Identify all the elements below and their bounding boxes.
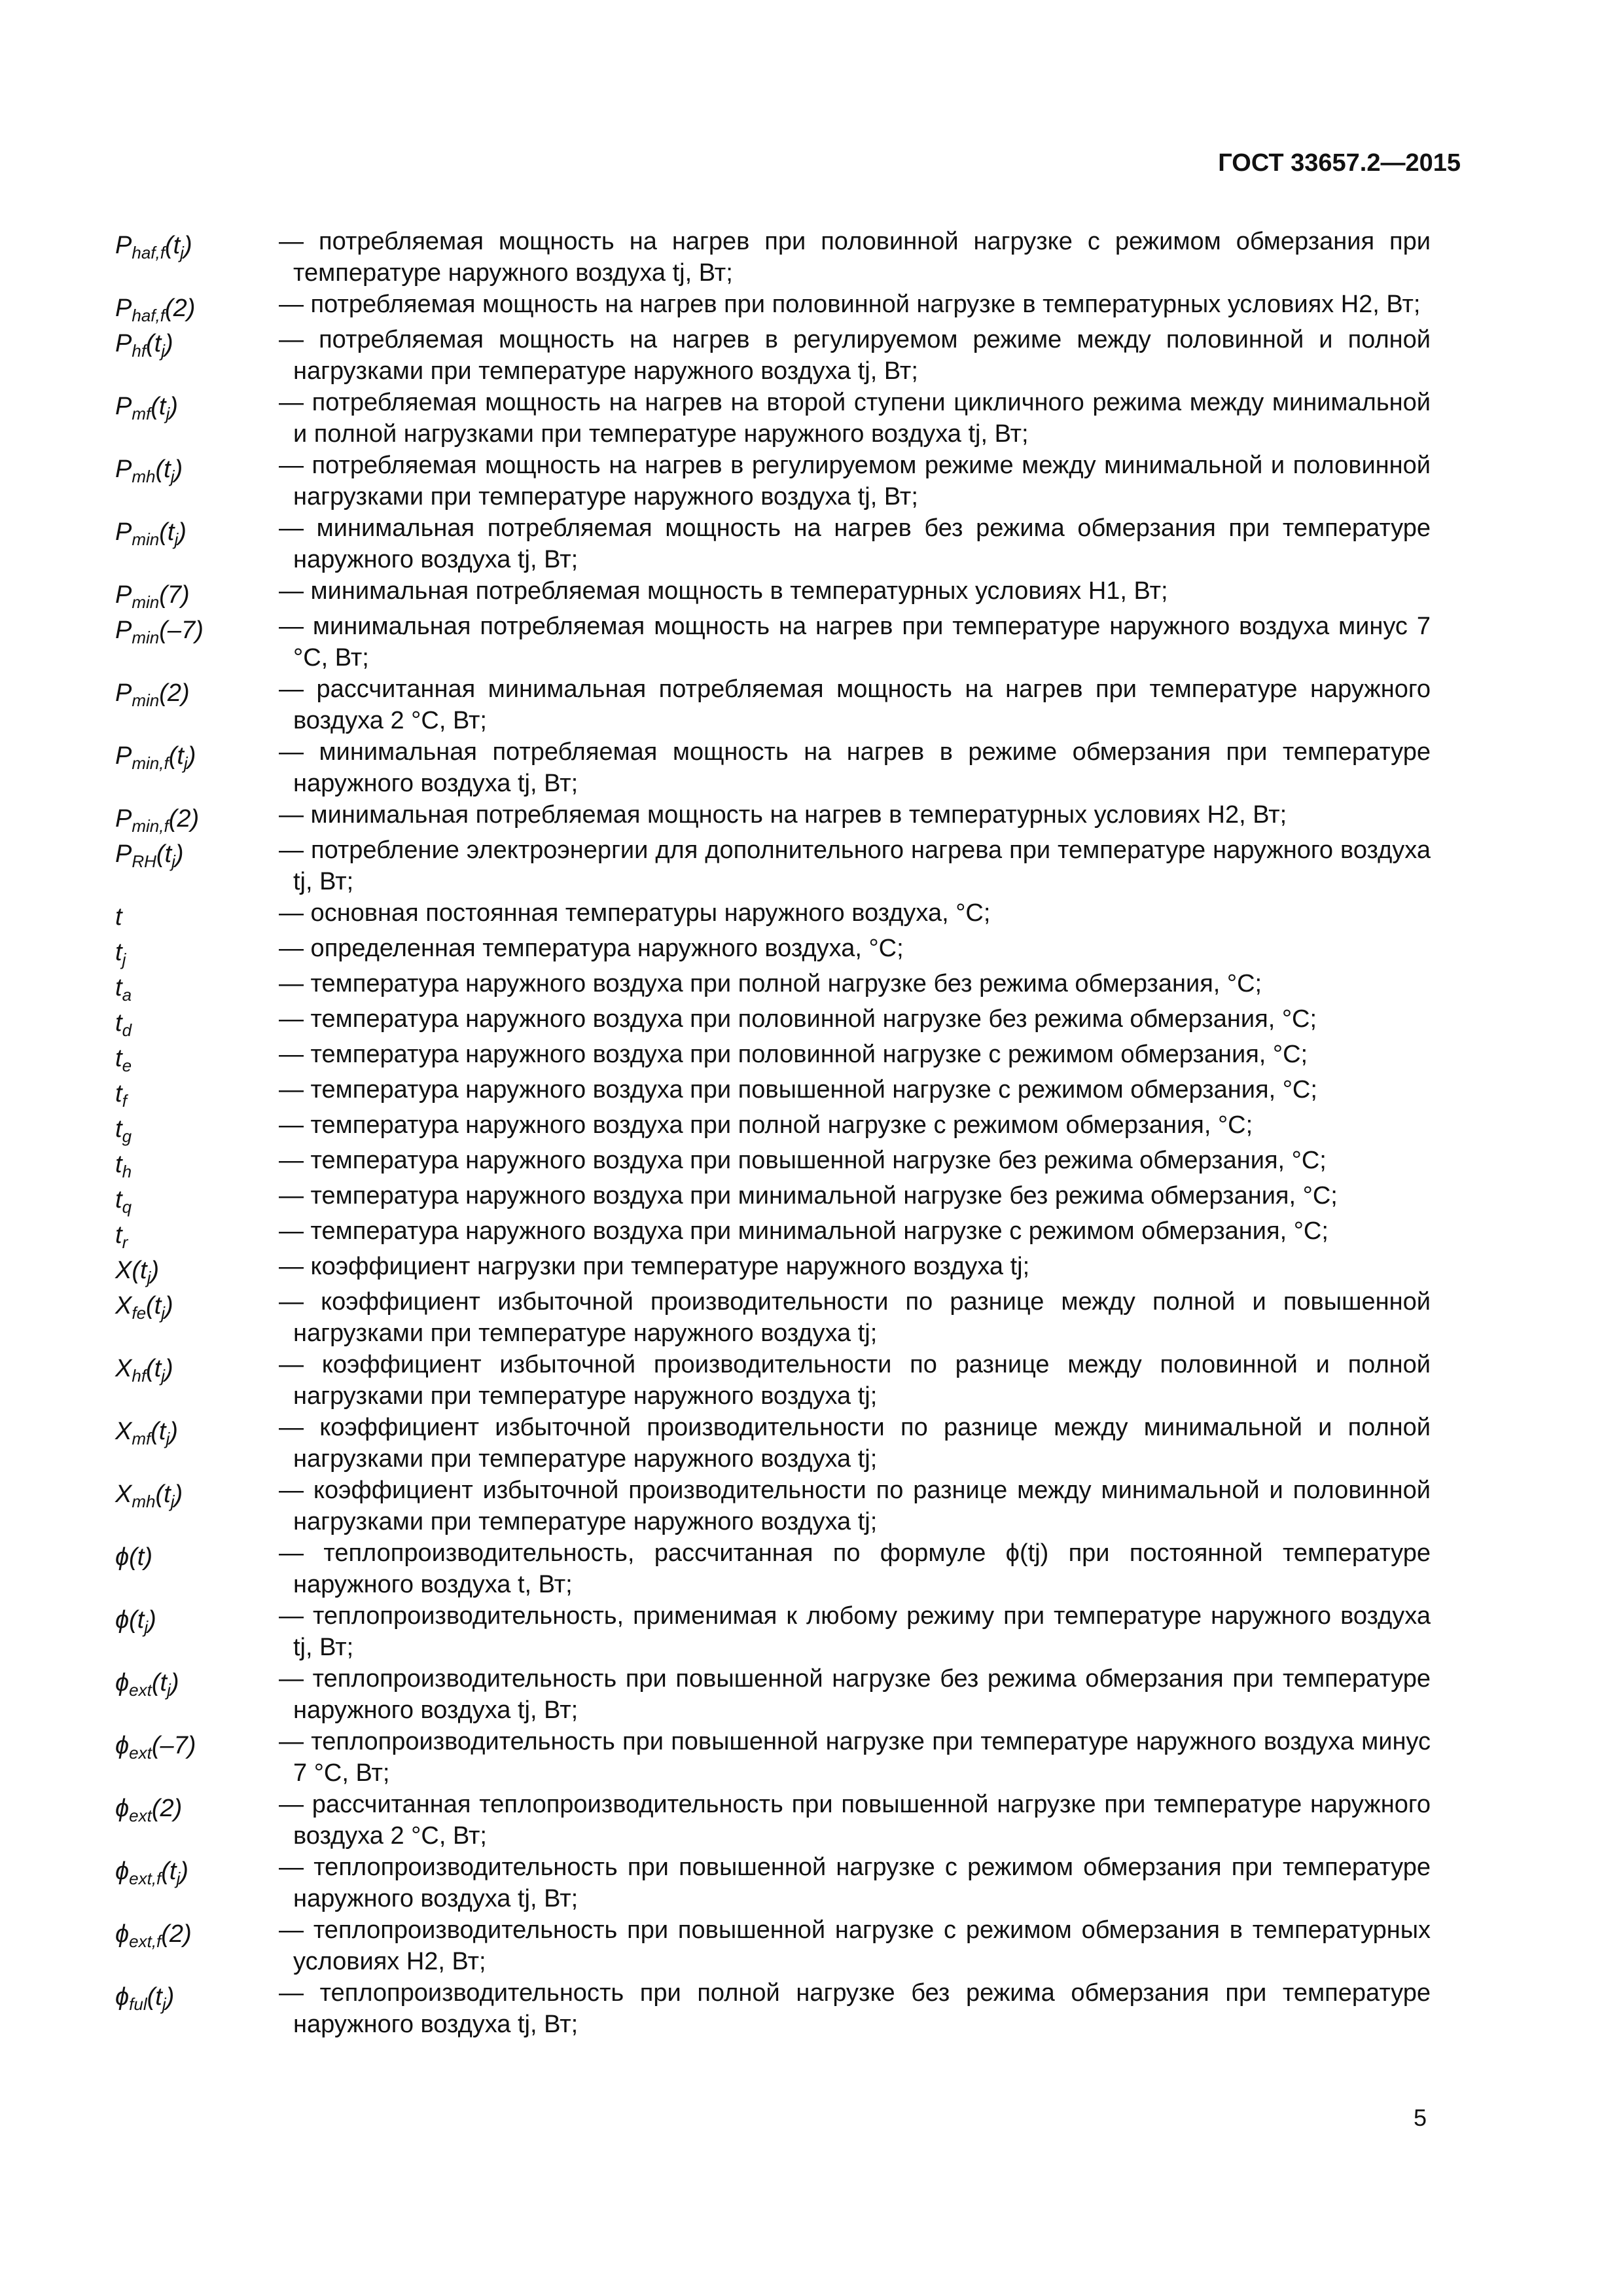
definition-entry bbox=[115, 1215, 1431, 1251]
symbol-base: ϕ bbox=[115, 1669, 130, 1696]
symbol-argument: (2) bbox=[159, 679, 190, 707]
definition-text: — температура наружного воздуха при минимальной нагрузке с режимом обмерзания, °С; bbox=[279, 1217, 1329, 1245]
definition-entry bbox=[115, 1537, 1431, 1600]
symbol-subscript: min bbox=[132, 691, 160, 710]
argument-subscript: j bbox=[144, 1617, 149, 1637]
definition-text: — минимальная потребляемая мощность на нагрев без режима обмерзания при температуре наружного воздуха tj, Вт; bbox=[279, 514, 1431, 573]
definition-text: — коэффициент избыточной производительности по разнице между минимальной и половинной нагрузками при температуре наружного воздуха tj; bbox=[279, 1477, 1431, 1535]
argument-close: ) bbox=[174, 1480, 183, 1508]
symbol-argument: (t bbox=[168, 742, 184, 770]
symbol-subscript: q bbox=[122, 1197, 132, 1217]
symbol-argument: (t bbox=[159, 518, 175, 546]
symbol-base: ϕ bbox=[115, 1983, 130, 2011]
symbol-argument: (t bbox=[129, 1606, 145, 1634]
symbol-base: P bbox=[115, 518, 132, 546]
symbol bbox=[115, 226, 279, 261]
symbol-base: P bbox=[115, 840, 132, 868]
definition-entry bbox=[115, 1145, 1431, 1180]
symbol-base: P bbox=[115, 456, 132, 483]
symbol-base: t bbox=[115, 1045, 122, 1072]
symbol-argument: (2) bbox=[168, 805, 200, 833]
argument-subscript: j bbox=[174, 529, 179, 549]
argument-close: ) bbox=[180, 1857, 188, 1885]
argument-subscript: j bbox=[166, 404, 170, 423]
argument-close: ) bbox=[187, 742, 196, 770]
symbol-subscript: hf bbox=[132, 1366, 147, 1386]
symbol-base: P bbox=[115, 617, 132, 644]
argument-close: ) bbox=[169, 393, 178, 420]
symbol bbox=[115, 1537, 279, 1573]
argument-subscript: j bbox=[147, 1268, 151, 1287]
argument-close: ) bbox=[165, 1355, 173, 1382]
symbol-base: t bbox=[115, 1186, 122, 1213]
symbol-definitions-list bbox=[115, 226, 1431, 2040]
symbol-base: P bbox=[115, 393, 132, 420]
definition-entry bbox=[115, 1039, 1431, 1074]
argument-subscript: j bbox=[166, 1429, 170, 1448]
definition-text: — теплопроизводительность при повышенной нагрузке с режимом обмерзания в температурных условиях H2, Вт; bbox=[279, 1916, 1431, 1975]
argument-close: ) bbox=[169, 1418, 178, 1445]
symbol-subscript: min bbox=[132, 592, 160, 612]
definition-text: — потребляемая мощность на нагрев на второй ступени цикличного режима между минимальной и полной нагрузками при температуре наружного воздуха tj, Вт; bbox=[279, 389, 1431, 448]
symbol-argument: (–7) bbox=[159, 617, 204, 644]
argument-close: ) bbox=[174, 456, 183, 483]
symbol-base: X bbox=[115, 1480, 132, 1508]
symbol-argument: (2) bbox=[151, 1795, 183, 1822]
definition-text: — температура наружного воздуха при повышенной нагрузке без режима обмерзания, °С; bbox=[279, 1147, 1327, 1174]
symbol-subscript: d bbox=[122, 1020, 132, 1040]
definition-text: — потребляемая мощность на нагрев при половинной нагрузке с режимом обмерзания при температуре наружного воздуха tj, Вт; bbox=[279, 228, 1431, 287]
symbol bbox=[115, 968, 279, 1003]
definition-text: — рассчитанная теплопроизводительность при повышенной нагрузке при температуре наружного воздуха 2 °С, Вт; bbox=[279, 1791, 1431, 1850]
definition-text: — минимальная потребляемая мощность в температурных условиях H1, Вт; bbox=[279, 577, 1168, 605]
symbol bbox=[115, 1726, 279, 1761]
symbol-subscript: j bbox=[122, 950, 126, 969]
symbol-argument: (t bbox=[132, 1257, 147, 1284]
definition-text: — минимальная потребляемая мощность на нагрев в режиме обмерзания при температуре наружного воздуха tj, Вт; bbox=[279, 738, 1431, 797]
definition-entry bbox=[115, 1600, 1431, 1663]
definition-entry bbox=[115, 512, 1431, 575]
definition-entry bbox=[115, 1977, 1431, 2040]
definition-text: — рассчитанная минимальная потребляемая мощность на нагрев при температуре наружного воздуха 2 °С, Вт; bbox=[279, 675, 1431, 734]
argument-subscript: j bbox=[183, 753, 188, 773]
symbol-subscript: r bbox=[122, 1232, 128, 1252]
definition-entry bbox=[115, 1286, 1431, 1349]
definition-entry bbox=[115, 1003, 1431, 1039]
definition-text: — теплопроизводительность при полной нагрузке без режима обмерзания при температуре наружного воздуха tj, Вт; bbox=[279, 1979, 1431, 2038]
symbol bbox=[115, 933, 279, 968]
symbol bbox=[115, 1475, 279, 1510]
symbol bbox=[115, 1180, 279, 1215]
symbol-argument: (t bbox=[147, 1983, 162, 2011]
argument-subscript: j bbox=[161, 341, 166, 361]
symbol-base: P bbox=[115, 679, 132, 707]
symbol-subscript: mf bbox=[132, 1429, 151, 1448]
symbol-subscript: a bbox=[122, 985, 132, 1005]
symbol bbox=[115, 289, 279, 324]
symbol-base: t bbox=[115, 1080, 122, 1107]
definition-text: — температура наружного воздуха при половинной нагрузке без режима обмерзания, °С; bbox=[279, 1005, 1317, 1033]
argument-subscript: j bbox=[176, 1869, 181, 1888]
symbol bbox=[115, 1109, 279, 1145]
argument-subscript: j bbox=[170, 1492, 175, 1511]
argument-subscript: j bbox=[171, 852, 175, 871]
argument-close: ) bbox=[151, 1257, 160, 1284]
definition-text: — теплопроизводительность при повышенной нагрузке при температуре наружного воздуха минус 7 °С, Вт; bbox=[279, 1728, 1431, 1787]
symbol-subscript: min,f bbox=[132, 816, 169, 836]
symbol-base: ϕ bbox=[115, 1732, 130, 1759]
definition-text: — теплопроизводительность при повышенной нагрузке с режимом обмерзания при температуре наружного воздуха tj, Вт; bbox=[279, 1854, 1431, 1912]
symbol-argument: (2) bbox=[164, 295, 196, 322]
symbol-base: X bbox=[115, 1292, 132, 1319]
symbol bbox=[115, 1914, 279, 1950]
symbol-subscript: ext bbox=[129, 1743, 152, 1763]
symbol-argument: (t bbox=[151, 1418, 166, 1445]
symbol-base: t bbox=[115, 939, 122, 966]
symbol-subscript: fe bbox=[132, 1303, 147, 1323]
symbol bbox=[115, 1852, 279, 1887]
definition-entry bbox=[115, 1914, 1431, 1977]
definition-entry bbox=[115, 575, 1431, 611]
argument-close: ) bbox=[170, 1669, 179, 1696]
symbol-base: P bbox=[115, 581, 132, 609]
symbol bbox=[115, 387, 279, 422]
symbol bbox=[115, 1349, 279, 1384]
definition-text: — теплопроизводительность при повышенной нагрузке без режима обмерзания при температуре наружного воздуха tj, Вт; bbox=[279, 1665, 1431, 1724]
definition-entry bbox=[115, 387, 1431, 450]
symbol-argument: (t bbox=[155, 456, 171, 483]
definition-text: — потребляемая мощность на нагрев в регулируемом режиме между половинной и полной нагрузками при температуре наружного воздуха tj, Вт; bbox=[279, 326, 1431, 385]
symbol-subscript: min bbox=[132, 529, 160, 549]
symbol-base: X bbox=[115, 1418, 132, 1445]
symbol-base: t bbox=[115, 974, 122, 1001]
argument-close: ) bbox=[175, 840, 184, 868]
definition-text: — потребляемая мощность на нагрев в регулируемом режиме между минимальной и половинной нагрузками при температуре наружного воздуха tj, Вт; bbox=[279, 452, 1431, 511]
symbol bbox=[115, 1074, 279, 1109]
symbol bbox=[115, 1412, 279, 1447]
symbol bbox=[115, 1039, 279, 1074]
argument-close: ) bbox=[165, 330, 173, 357]
symbol-subscript: ext,f bbox=[129, 1869, 162, 1888]
symbol-base: t bbox=[115, 1151, 122, 1178]
symbol-base: X bbox=[115, 1355, 132, 1382]
symbol bbox=[115, 324, 279, 359]
symbol bbox=[115, 834, 279, 870]
definition-entry bbox=[115, 1663, 1431, 1726]
symbol-base: P bbox=[115, 232, 132, 259]
symbol-base: P bbox=[115, 805, 132, 833]
definition-entry bbox=[115, 1109, 1431, 1145]
symbol-subscript: min bbox=[132, 628, 160, 647]
symbol-subscript: ext bbox=[129, 1806, 152, 1825]
argument-subscript: j bbox=[162, 1994, 166, 2014]
definition-entry bbox=[115, 1349, 1431, 1412]
symbol-base: ϕ bbox=[115, 1857, 130, 1885]
definition-text: — коэффициент избыточной производительности по разнице между минимальной и полной нагрузками при температуре наружного воздуха tj; bbox=[279, 1414, 1431, 1473]
symbol-argument: (t bbox=[146, 1355, 162, 1382]
symbol-argument: (t bbox=[156, 840, 172, 868]
symbol bbox=[115, 611, 279, 646]
definition-entry bbox=[115, 736, 1431, 799]
document-id: ГОСТ 33657.2—2015 bbox=[1218, 149, 1461, 177]
symbol bbox=[115, 512, 279, 548]
symbol-subscript: haf,f bbox=[132, 306, 165, 325]
argument-subscript: j bbox=[161, 1303, 166, 1323]
symbol bbox=[115, 1663, 279, 1698]
symbol-subscript: hf bbox=[132, 341, 147, 361]
definition-text: — коэффициент избыточной производительности по разнице между полной и повышенной нагрузками при температуре наружного воздуха tj; bbox=[279, 1288, 1431, 1347]
definition-text: — минимальная потребляемая мощность на нагрев при температуре наружного воздуха минус 7 °С, Вт; bbox=[279, 613, 1431, 672]
symbol-base: ϕ bbox=[115, 1543, 130, 1571]
argument-close: ) bbox=[165, 1292, 173, 1319]
definition-entry bbox=[115, 673, 1431, 736]
symbol-subscript: h bbox=[122, 1162, 132, 1181]
definition-entry bbox=[115, 1475, 1431, 1537]
definition-entry bbox=[115, 1074, 1431, 1109]
argument-close: ) bbox=[183, 232, 192, 259]
symbol bbox=[115, 673, 279, 709]
definition-entry bbox=[115, 1412, 1431, 1475]
definition-text: — температура наружного воздуха при повышенной нагрузке с режимом обмерзания, °С; bbox=[279, 1076, 1317, 1103]
symbol-subscript: min,f bbox=[132, 753, 169, 773]
definition-entry bbox=[115, 933, 1431, 968]
definition-text: — основная постоянная температуры наружного воздуха, °С; bbox=[279, 899, 991, 927]
definition-text: — теплопроизводительность, рассчитанная по формуле ϕ(tj) при постоянной температуре наружного воздуха t, Вт; bbox=[279, 1539, 1431, 1598]
symbol-argument: (t bbox=[146, 1292, 162, 1319]
definition-text: — температура наружного воздуха при полной нагрузке с режимом обмерзания, °С; bbox=[279, 1111, 1253, 1139]
definition-entry bbox=[115, 289, 1431, 324]
symbol-subscript: ext,f bbox=[129, 1931, 162, 1951]
symbol bbox=[115, 1977, 279, 2013]
symbol-argument: (7) bbox=[159, 581, 190, 609]
symbol-base: ϕ bbox=[115, 1795, 130, 1822]
symbol-argument: (t bbox=[151, 1669, 168, 1696]
definition-text: — температура наружного воздуха при полной нагрузке без режима обмерзания, °С; bbox=[279, 970, 1262, 997]
argument-subscript: j bbox=[167, 1680, 171, 1700]
symbol bbox=[115, 1789, 279, 1824]
symbol-argument: (t bbox=[155, 1480, 171, 1508]
definition-entry bbox=[115, 1180, 1431, 1215]
symbol-subscript: haf,f bbox=[132, 243, 165, 262]
definition-entry bbox=[115, 1251, 1431, 1286]
symbol bbox=[115, 799, 279, 834]
definition-text: — потребление электроэнергии для дополнительного нагрева при температуре наружного воздуха tj, Вт; bbox=[279, 836, 1431, 895]
argument-subscript: j bbox=[161, 1366, 166, 1386]
definition-entry bbox=[115, 226, 1431, 289]
symbol-base: t bbox=[115, 1115, 122, 1143]
symbol-subscript: RH bbox=[132, 852, 156, 871]
symbol bbox=[115, 1286, 279, 1321]
symbol-base: t bbox=[115, 1221, 122, 1249]
symbol-base: X bbox=[115, 1257, 132, 1284]
definition-text: — температура наружного воздуха при половинной нагрузке с режимом обмерзания, °С; bbox=[279, 1041, 1308, 1068]
argument-subscript: j bbox=[170, 467, 175, 486]
definition-entry bbox=[115, 968, 1431, 1003]
definition-entry bbox=[115, 799, 1431, 834]
symbol-subscript: f bbox=[122, 1091, 127, 1111]
symbol-subscript: e bbox=[122, 1056, 132, 1075]
definition-entry bbox=[115, 324, 1431, 387]
symbol bbox=[115, 1145, 279, 1180]
symbol bbox=[115, 1003, 279, 1039]
definition-text: — коэффициент нагрузки при температуре наружного воздуха tj; bbox=[279, 1253, 1030, 1280]
symbol-subscript: ext bbox=[129, 1680, 152, 1700]
symbol-subscript: ful bbox=[129, 1994, 147, 2014]
symbol bbox=[115, 450, 279, 485]
symbol-subscript: mf bbox=[132, 404, 151, 423]
symbol-argument: (2) bbox=[161, 1920, 192, 1948]
symbol bbox=[115, 1215, 279, 1251]
definition-entry bbox=[115, 1852, 1431, 1914]
symbol bbox=[115, 897, 279, 933]
definition-text: — потребляемая мощность на нагрев при половинной нагрузке в температурных условиях H2, Вт; bbox=[279, 291, 1421, 318]
symbol bbox=[115, 1600, 279, 1636]
definition-text: — коэффициент избыточной производительности по разнице между половинной и полной нагрузками при температуре наружного воздуха tj; bbox=[279, 1351, 1431, 1410]
symbol-argument: (t bbox=[146, 330, 162, 357]
symbol bbox=[115, 1251, 279, 1286]
symbol-base: P bbox=[115, 330, 132, 357]
definition-entry bbox=[115, 1789, 1431, 1852]
definition-entry bbox=[115, 450, 1431, 512]
definition-entry bbox=[115, 1726, 1431, 1789]
page-number: 5 bbox=[1413, 2104, 1427, 2131]
definition-entry bbox=[115, 834, 1431, 897]
definition-text: — температура наружного воздуха при минимальной нагрузке без режима обмерзания, °С; bbox=[279, 1182, 1338, 1210]
symbol-base: P bbox=[115, 742, 132, 770]
definition-entry bbox=[115, 611, 1431, 673]
symbol-subscript: mh bbox=[132, 467, 156, 486]
argument-subscript: j bbox=[180, 243, 184, 262]
symbol-argument: (t bbox=[164, 232, 181, 259]
symbol bbox=[115, 575, 279, 611]
symbol-argument: (t) bbox=[129, 1543, 153, 1571]
symbol-base: t bbox=[115, 903, 122, 931]
definition-text: — теплопроизводительность, применимая к любому режиму при температуре наружного воздуха tj, Вт; bbox=[279, 1602, 1431, 1661]
symbol-base: ϕ bbox=[115, 1606, 130, 1634]
definition-text: — минимальная потребляемая мощность на нагрев в температурных условиях H2, Вт; bbox=[279, 801, 1287, 829]
argument-close: ) bbox=[166, 1983, 175, 2011]
definition-entry bbox=[115, 897, 1431, 933]
symbol-argument: (–7) bbox=[151, 1732, 196, 1759]
symbol-argument: (t bbox=[161, 1857, 177, 1885]
symbol-base: ϕ bbox=[115, 1920, 130, 1948]
symbol-base: t bbox=[115, 1009, 122, 1037]
argument-close: ) bbox=[148, 1606, 156, 1634]
definition-text: — определенная температура наружного воздуха, °С; bbox=[279, 935, 904, 962]
symbol-base: P bbox=[115, 295, 132, 322]
symbol-argument: (t bbox=[151, 393, 166, 420]
argument-close: ) bbox=[178, 518, 187, 546]
symbol-subscript: mh bbox=[132, 1492, 156, 1511]
symbol bbox=[115, 736, 279, 772]
symbol-subscript: g bbox=[122, 1126, 132, 1146]
